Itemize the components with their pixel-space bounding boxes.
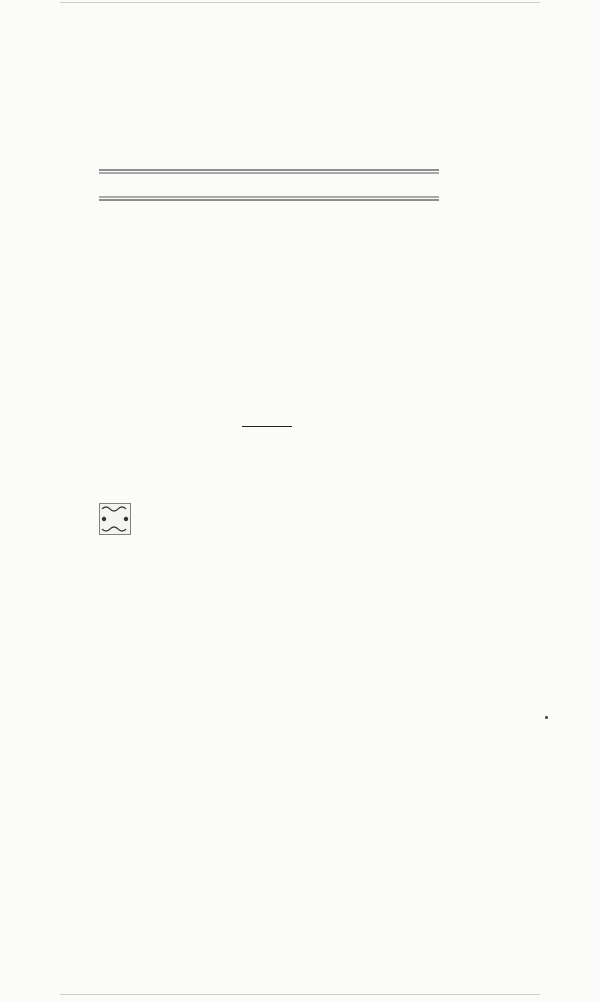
bottom-edge-rule — [60, 994, 540, 995]
decorative-header-ornament — [99, 152, 439, 224]
title-divider — [242, 426, 292, 427]
dropcap-s — [99, 503, 131, 535]
top-edge-rule — [60, 2, 540, 3]
margin-speck — [545, 716, 548, 719]
article-body — [99, 502, 439, 535]
